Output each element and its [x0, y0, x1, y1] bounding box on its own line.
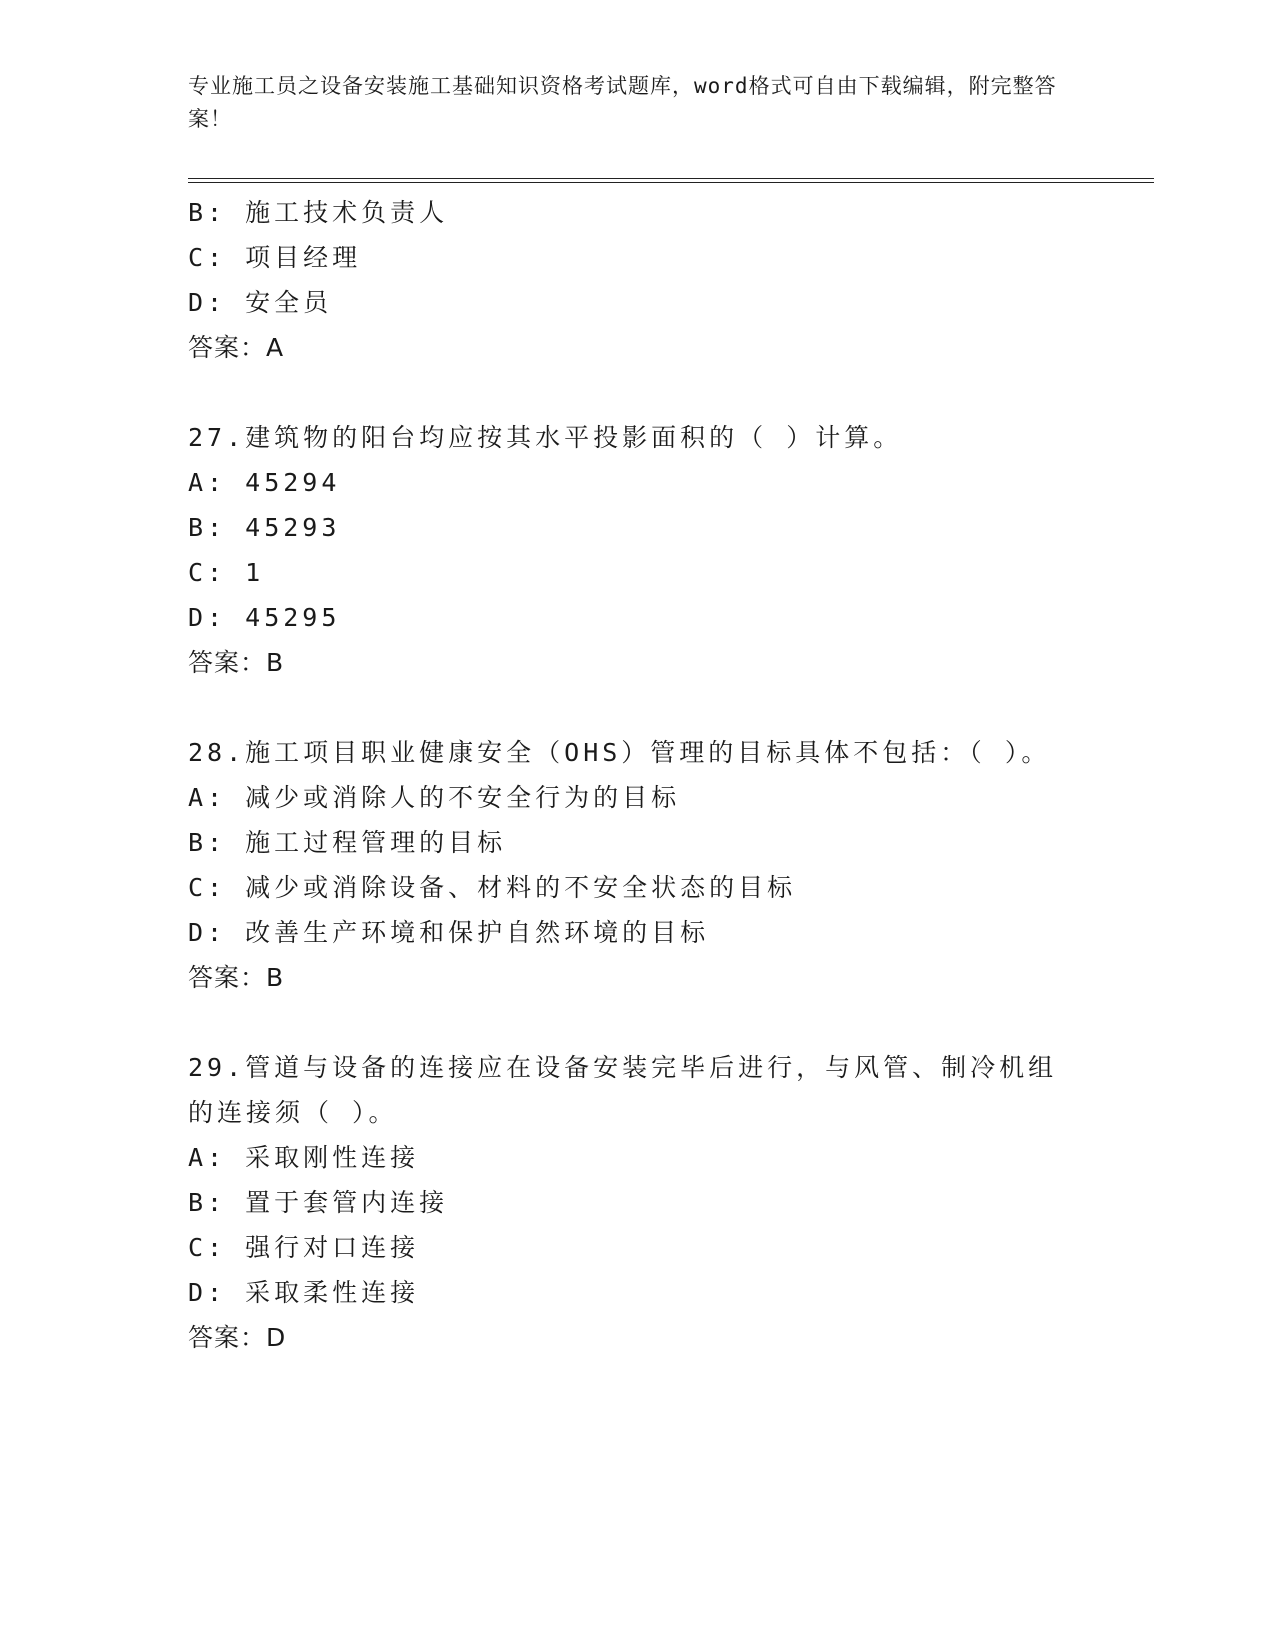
option-c: C: 1 [188, 558, 265, 587]
answer: 答案：B [188, 963, 285, 992]
option-d: D: 45295 [188, 603, 341, 632]
question-29 [188, 1045, 1088, 1360]
answer: 答案：D [188, 1323, 287, 1352]
answer: 答案：A [188, 333, 285, 362]
question-text: 28.施工项目职业健康安全（OHS）管理的目标具体不包括：（ ）。 [188, 738, 1051, 767]
option-c: C: 项目经理 [188, 243, 362, 272]
question-text: 29.管道与设备的连接应在设备安装完毕后进行，与风管、制冷机组的连接须（ ）。 [188, 1053, 1058, 1127]
question-partial [188, 190, 1088, 370]
header-rule [188, 178, 1154, 183]
option-a: A: 采取刚性连接 [188, 1143, 420, 1172]
option-a: A: 45294 [188, 468, 341, 497]
question-text: 27.建筑物的阳台均应按其水平投影面积的（ ）计算。 [188, 423, 903, 452]
option-d: D: 改善生产环境和保护自然环境的目标 [188, 918, 710, 947]
option-b: B: 置于套管内连接 [188, 1188, 449, 1217]
answer: 答案：B [188, 648, 285, 677]
question-27 [188, 415, 1088, 685]
document-body [188, 190, 1088, 1360]
option-b: B: 施工技术负责人 [188, 198, 449, 227]
option-b: B: 施工过程管理的目标 [188, 828, 507, 857]
option-c: C: 减少或消除设备、材料的不安全状态的目标 [188, 873, 797, 902]
page-header: 专业施工员之设备安装施工基础知识资格考试题库，word格式可自由下载编辑，附完整答案！ [188, 74, 1057, 131]
question-28 [188, 730, 1088, 1000]
option-d: D: 采取柔性连接 [188, 1278, 420, 1307]
option-c: C: 强行对口连接 [188, 1233, 420, 1262]
option-a: A: 减少或消除人的不安全行为的目标 [188, 783, 681, 812]
option-d: D: 安全员 [188, 288, 333, 317]
option-b: B: 45293 [188, 513, 341, 542]
